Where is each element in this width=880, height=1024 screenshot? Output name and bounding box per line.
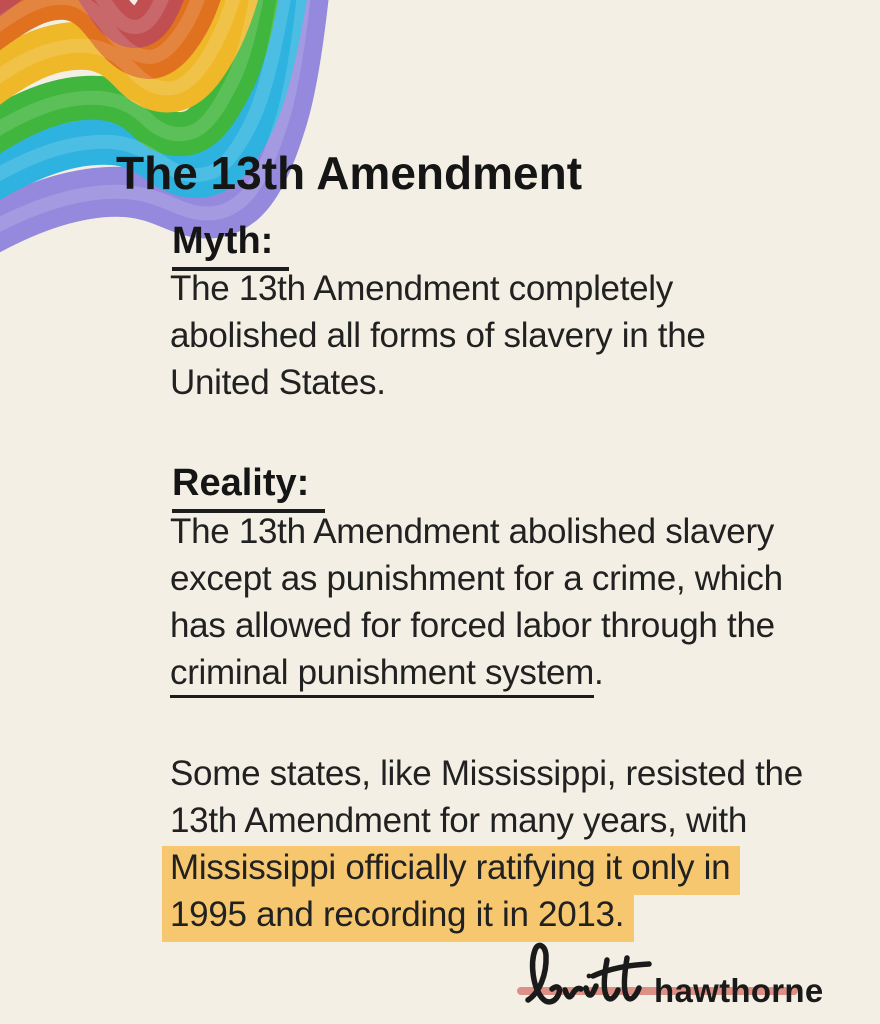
highlighted-text-1: Mississippi officially ratifying it only in — [162, 846, 740, 895]
reality-line-1: The 13th Amendment abolished slavery — [170, 512, 775, 551]
highlighted-text-2: 1995 and recording it in 2013. — [162, 893, 634, 942]
myth-line-3: United States. — [170, 363, 386, 402]
myth-label-text: Myth: — [172, 220, 289, 271]
page-title: The 13th Amendment — [116, 147, 583, 199]
states-paragraph — [170, 750, 820, 938]
signature-name: hawthorne — [654, 972, 824, 1009]
reality-label-text: Reality: — [172, 462, 325, 513]
britt-script-signature — [522, 938, 652, 1016]
reality-line-4 — [170, 649, 820, 696]
myth-paragraph — [170, 265, 820, 406]
reality-label — [172, 462, 325, 513]
states-line-2: 13th Amendment for many years, with — [170, 801, 747, 840]
states-line-4 — [170, 891, 820, 938]
reality-paragraph — [170, 508, 820, 696]
myth-line-1: The 13th Amendment completely — [170, 269, 673, 308]
britt-letter-r — [565, 988, 581, 996]
underlined-phrase: criminal punishment system — [170, 653, 594, 698]
myth-line-2: abolished all forms of slavery in the — [170, 316, 706, 355]
states-line-1: Some states, like Mississippi, resisted the — [170, 754, 803, 793]
myth-label — [172, 220, 289, 271]
reality-line-4-period: . — [594, 653, 604, 692]
britt-letter-i — [586, 986, 596, 995]
britt-letter-b — [528, 945, 559, 1001]
britt-t-crossbar — [593, 964, 649, 976]
states-line-3 — [170, 844, 820, 891]
reality-line-2: except as punishment for a crime, which — [170, 559, 783, 598]
reality-line-3: has allowed for forced labor through the — [170, 606, 775, 645]
